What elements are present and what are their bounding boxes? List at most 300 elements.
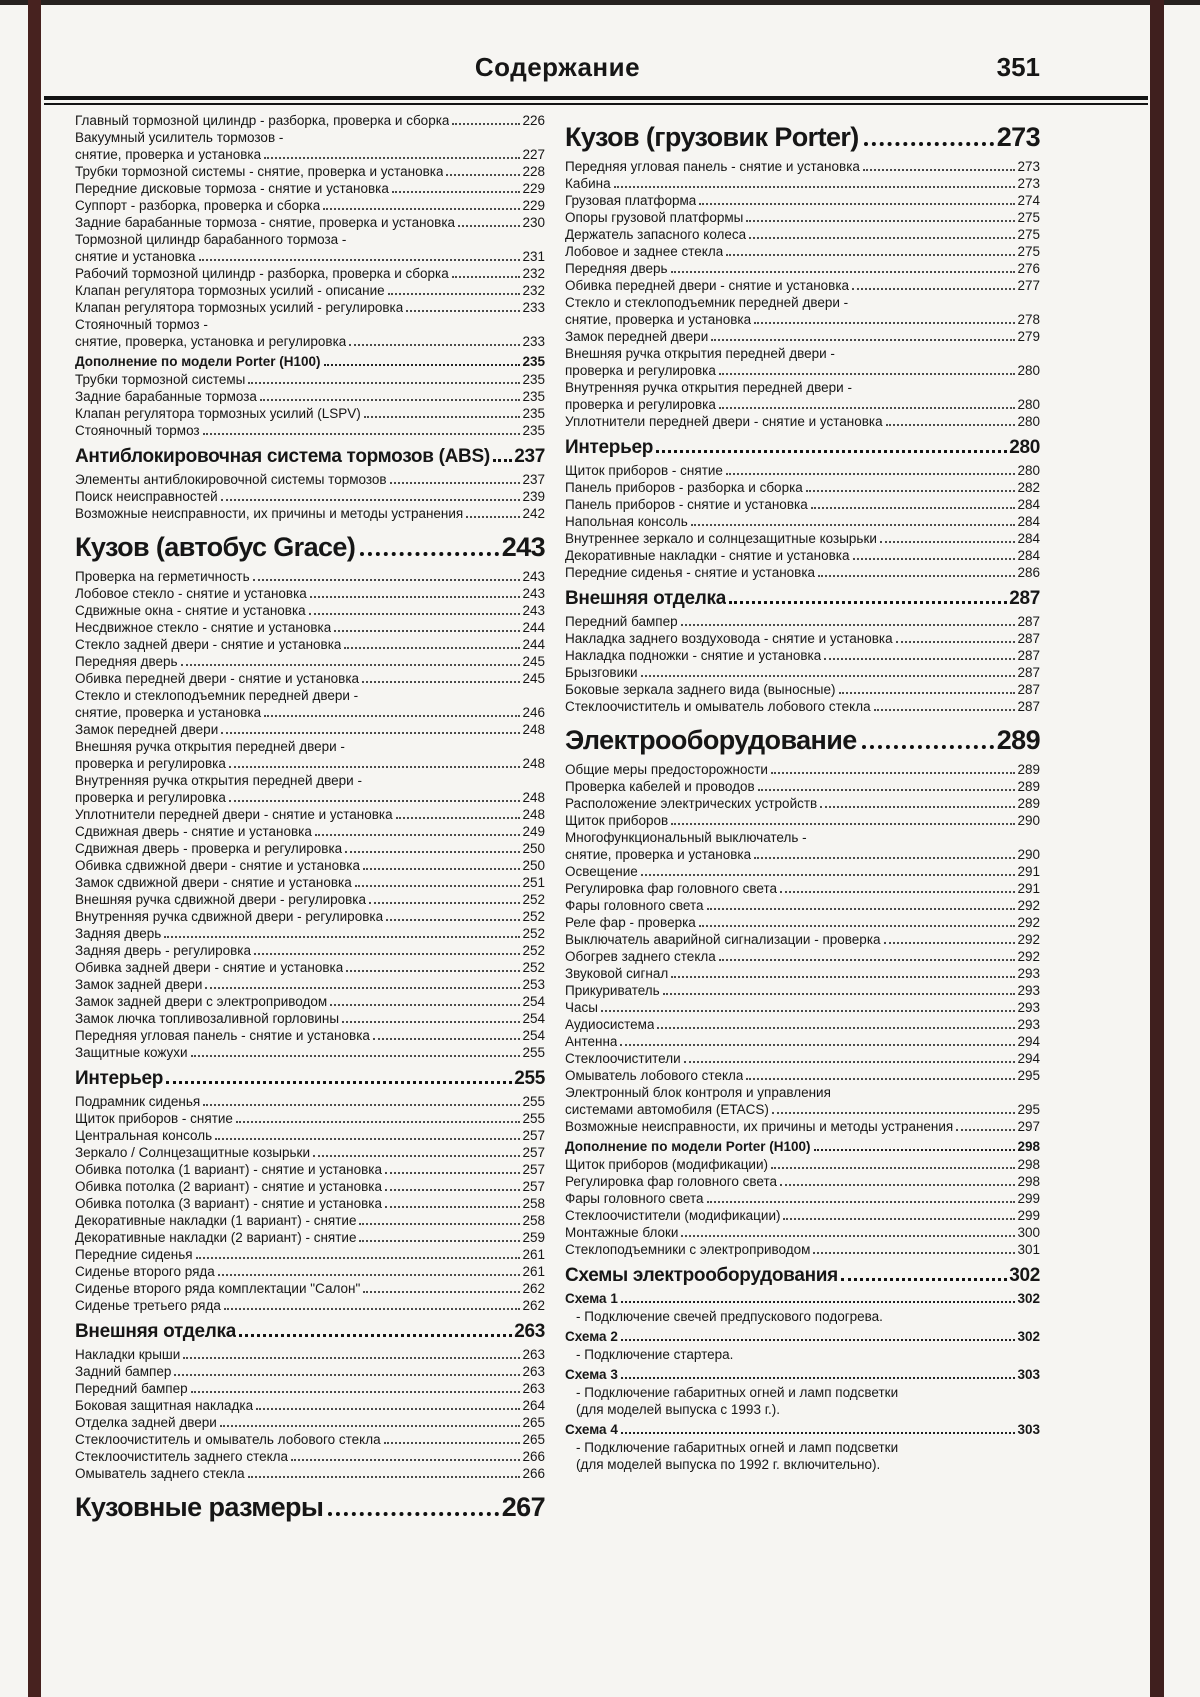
dot-leader	[218, 1274, 521, 1276]
toc-page-ref: 300	[1017, 1225, 1040, 1240]
toc-item-label: Задние барабанные тормоза - снятие, проверка и установка	[75, 215, 456, 230]
toc-section-heading	[565, 1265, 1040, 1287]
toc-row	[75, 163, 545, 180]
toc-entry	[75, 670, 545, 687]
page-number: 351	[996, 52, 1040, 82]
toc-row	[75, 721, 545, 738]
dot-leader	[373, 1038, 521, 1040]
dot-leader	[772, 1112, 1016, 1114]
toc-item-label: Стеклоочистители (модификации)	[565, 1208, 781, 1223]
dot-leader	[385, 1189, 520, 1191]
dot-leader	[221, 499, 521, 501]
toc-text-line: - Подключение стартера.	[576, 1347, 734, 1362]
toc-row	[565, 613, 1040, 630]
dot-leader	[363, 1291, 520, 1293]
toc-entry	[565, 530, 1040, 547]
toc-item-label: Суппорт - разборка, проверка и сборка	[75, 198, 321, 213]
dot-leader	[657, 1027, 1015, 1029]
dot-leader	[323, 208, 520, 210]
dot-leader	[328, 1512, 498, 1516]
toc-row	[75, 1263, 545, 1280]
toc-entry	[75, 1431, 545, 1448]
scan-edge-left	[28, 0, 41, 1697]
toc-row	[75, 568, 545, 585]
toc-row	[75, 405, 545, 422]
toc-item-label: Опоры грузовой платформы	[565, 210, 744, 225]
toc-row	[75, 282, 545, 299]
toc-text-line: Многофункциональный выключатель -	[565, 830, 807, 845]
toc-section-heading	[75, 1321, 545, 1343]
dot-leader	[386, 919, 520, 921]
toc-row	[75, 874, 545, 891]
toc-page-ref: 235	[522, 372, 545, 387]
toc-page-ref: 302	[1017, 1329, 1040, 1344]
toc-item-label: Защитные кожухи	[75, 1045, 188, 1060]
toc-page-ref: 237	[522, 472, 545, 487]
toc-entry	[75, 1414, 545, 1431]
dot-leader	[224, 1308, 521, 1310]
toc-page-ref: 293	[1017, 1017, 1040, 1032]
toc-row	[565, 1016, 1040, 1033]
dot-leader	[452, 123, 520, 125]
toc-item-label: Реле фар - проверка	[565, 915, 696, 930]
dot-leader	[621, 1301, 1016, 1303]
toc-item-label: Схема 1	[565, 1291, 618, 1306]
toc-page-ref: 243	[522, 569, 545, 584]
toc-entry	[565, 630, 1040, 647]
toc-page-ref: 302	[1009, 1265, 1040, 1286]
dot-leader	[174, 1374, 520, 1376]
dot-leader	[896, 641, 1016, 643]
toc-item-label: Дополнение по модели Porter (H100)	[75, 354, 321, 369]
toc-item-label: Схема 2	[565, 1329, 618, 1344]
toc-page-ref: 263	[522, 1364, 545, 1379]
toc-entry	[75, 1397, 545, 1414]
toc-row	[565, 1207, 1040, 1224]
toc-page-ref: 263	[522, 1381, 545, 1396]
toc-entry	[75, 1363, 545, 1380]
toc-row	[75, 806, 545, 823]
toc-entry	[565, 345, 1040, 379]
toc-entry	[565, 880, 1040, 897]
toc-entry	[75, 129, 545, 163]
toc-entry	[75, 1280, 545, 1297]
toc-item-label: Стояночный тормоз	[75, 423, 200, 438]
dot-leader	[362, 681, 520, 683]
toc-page-ref: 235	[522, 423, 545, 438]
toc-row	[75, 1161, 545, 1178]
toc-row	[75, 602, 545, 619]
page-title: Содержание	[474, 52, 641, 82]
toc-entry	[565, 1050, 1040, 1067]
dot-leader	[342, 1021, 520, 1023]
dot-leader	[814, 1149, 1016, 1151]
toc-item-label: Сиденье второго ряда	[75, 1264, 215, 1279]
toc-item-label: Передняя дверь	[75, 654, 178, 669]
toc-item-label: Стекло задней двери - снятие и установка	[75, 637, 342, 652]
toc-item-label: Внешняя отделка	[75, 1321, 236, 1342]
toc-item-label: Передний бампер	[75, 1381, 188, 1396]
toc-entry	[75, 422, 545, 439]
scan-edge-right	[1150, 0, 1164, 1697]
toc-entry	[565, 914, 1040, 931]
toc-entry	[75, 857, 545, 874]
toc-entry	[75, 505, 545, 522]
toc-row	[565, 1138, 1040, 1155]
toc-page-ref: 264	[522, 1398, 545, 1413]
dot-leader	[220, 1425, 521, 1427]
toc-item-label: Трубки тормозной системы	[75, 372, 246, 387]
toc-row	[565, 122, 1040, 153]
toc-text-line: - Подключение габаритных огней и ламп подсветки	[576, 1385, 899, 1400]
toc-subsection-heading	[565, 1138, 1040, 1155]
toc-entry	[75, 1297, 545, 1314]
toc-item-label: Антенна	[565, 1034, 618, 1049]
toc-page-ref: 292	[1017, 949, 1040, 964]
toc-page-ref: 257	[522, 1128, 545, 1143]
toc-entry	[75, 823, 545, 840]
toc-row	[75, 1448, 545, 1465]
scan-edge-top	[0, 0, 1200, 5]
toc-page-ref: 294	[1017, 1034, 1040, 1049]
toc-entry	[75, 653, 545, 670]
toc-entry	[75, 471, 545, 488]
toc-item-label: Клапан регулятора тормозных усилий - описание	[75, 283, 385, 298]
dot-leader	[466, 516, 520, 518]
toc-item-label: Омыватель лобового стекла	[565, 1068, 744, 1083]
toc-row	[565, 1190, 1040, 1207]
toc-text-line: Вакуумный усилитель тормозов -	[75, 130, 284, 145]
dot-leader	[390, 482, 521, 484]
dot-leader	[191, 1391, 521, 1393]
dot-leader	[862, 745, 994, 749]
dot-leader	[199, 259, 521, 261]
toc-text-line: Внутренняя ручка открытия передней двери -	[75, 773, 362, 788]
dot-leader	[864, 142, 994, 146]
dot-leader	[780, 1184, 1015, 1186]
dot-leader	[726, 254, 1015, 256]
toc-entry	[75, 1010, 545, 1027]
toc-text-line: - Подключение свечей предпускового подогрева.	[576, 1309, 883, 1324]
dot-leader	[191, 1055, 521, 1057]
toc-entry	[565, 1084, 1040, 1118]
dot-leader	[746, 1078, 1015, 1080]
toc-entry	[565, 547, 1040, 564]
toc-item-label: Трубки тормозной системы - снятие, проверка и установка	[75, 164, 444, 179]
toc-page-ref: 303	[1017, 1422, 1040, 1437]
dot-leader	[446, 174, 520, 176]
toc-item-label: Омыватель заднего стекла	[75, 1466, 245, 1481]
toc-page-ref: 295	[1017, 1102, 1040, 1117]
toc-item-label: Накладки крыши	[75, 1347, 181, 1362]
toc-entry	[565, 564, 1040, 581]
toc-row	[565, 479, 1040, 496]
dot-leader	[806, 490, 1016, 492]
dot-leader	[726, 473, 1016, 475]
toc-page-ref: 262	[522, 1281, 545, 1296]
toc-item-label: Схема 3	[565, 1367, 618, 1382]
toc-page-ref: 293	[1017, 983, 1040, 998]
toc-page-ref: 258	[522, 1196, 545, 1211]
toc-entry	[565, 479, 1040, 496]
dot-leader	[229, 766, 521, 768]
toc-page-ref: 282	[1017, 480, 1040, 495]
toc-item-label: Обивка задней двери - снятие и установка	[75, 960, 344, 975]
toc-row	[565, 209, 1040, 226]
toc-item-label: Звуковой сигнал	[565, 966, 669, 981]
toc-item-label: Кузов (грузовик Porter)	[565, 122, 859, 152]
toc-page-ref: 284	[1017, 548, 1040, 563]
toc-item-label: Замок задней двери с электроприводом	[75, 994, 328, 1009]
toc-item-label: снятие, проверка и установка	[75, 147, 262, 162]
toc-text-line: Стояночный тормоз -	[75, 317, 208, 332]
toc-page-ref: 254	[522, 1028, 545, 1043]
dot-leader	[396, 817, 521, 819]
dot-leader	[771, 1167, 1015, 1169]
toc-row	[565, 1101, 1040, 1118]
dot-leader	[754, 322, 1015, 324]
toc-row	[75, 1010, 545, 1027]
toc-item-label: Замок лючка топливозаливной горловины	[75, 1011, 340, 1026]
page-header	[75, 52, 1040, 88]
dot-leader	[493, 459, 512, 462]
toc-entry	[565, 1190, 1040, 1207]
dot-leader	[729, 601, 1007, 604]
toc-row	[565, 158, 1040, 175]
toc-page-ref: 243	[522, 586, 545, 601]
toc-right-column	[565, 112, 1040, 1528]
toc-page-ref: 248	[522, 790, 545, 805]
toc-item-label: Грузовая платформа	[565, 193, 697, 208]
toc-entry	[75, 874, 545, 891]
toc-entry	[565, 226, 1040, 243]
toc-entry	[565, 379, 1040, 413]
dot-leader	[956, 1129, 1015, 1131]
toc-row	[75, 959, 545, 976]
toc-page-ref: 232	[522, 266, 545, 281]
dot-leader	[707, 1201, 1016, 1203]
dot-leader	[181, 664, 521, 666]
toc-entry	[75, 1263, 545, 1280]
toc-page-ref: 267	[501, 1492, 545, 1522]
toc-item-label: Рабочий тормозной цилиндр - разборка, проверка и сборка	[75, 266, 449, 281]
toc-item-label: Фары головного света	[565, 898, 704, 913]
toc-page-ref: 233	[522, 334, 545, 349]
dot-leader	[166, 1081, 512, 1084]
toc-text-line: Тормозной цилиндр барабанного тормоза -	[75, 232, 347, 247]
toc-entry	[565, 931, 1040, 948]
dot-leader	[248, 382, 520, 384]
toc-page-ref: 286	[1017, 565, 1040, 580]
toc-entry	[565, 209, 1040, 226]
toc-page-ref: 280	[1017, 363, 1040, 378]
dot-leader	[183, 1357, 520, 1359]
dot-leader	[707, 908, 1016, 910]
dot-leader	[621, 1377, 1016, 1379]
toc-entry	[565, 243, 1040, 260]
dot-leader	[164, 936, 520, 938]
toc-item-label: Декоративные накладки (1 вариант) - снятие	[75, 1213, 357, 1228]
dot-leader	[291, 1459, 520, 1461]
toc-page-ref: 229	[522, 181, 545, 196]
toc-subsection-heading	[565, 1290, 1040, 1307]
toc-row	[75, 1346, 545, 1363]
toc-item-label: Интерьер	[75, 1068, 164, 1089]
toc-row	[565, 328, 1040, 345]
dot-leader	[203, 1104, 520, 1106]
toc-page-ref: 246	[522, 705, 545, 720]
toc-row	[75, 299, 545, 316]
toc-entry	[565, 795, 1040, 812]
toc-chapter-heading	[75, 1492, 545, 1523]
toc-item-label: Брызговики	[565, 665, 638, 680]
dot-leader	[886, 424, 1016, 426]
toc-page-ref: 303	[1017, 1367, 1040, 1382]
dot-leader	[841, 1278, 1007, 1281]
toc-page-ref: 291	[1017, 864, 1040, 879]
dot-leader	[458, 225, 520, 227]
toc-row	[75, 1195, 545, 1212]
toc-row	[75, 823, 545, 840]
toc-item-label: Замок передней двери	[565, 329, 709, 344]
toc-entry	[565, 761, 1040, 778]
toc-item-label: Задний бампер	[75, 1364, 172, 1379]
toc-row	[75, 1229, 545, 1246]
toc-entry	[565, 982, 1040, 999]
toc-entry	[565, 413, 1040, 430]
dot-leader	[852, 288, 1015, 290]
toc-entry	[75, 942, 545, 959]
toc-item-label: Отделка задней двери	[75, 1415, 217, 1430]
toc-row	[565, 1328, 1040, 1345]
toc-entry	[565, 812, 1040, 829]
toc-item-label: Элементы антиблокировочной системы тормозов	[75, 472, 387, 487]
toc-item-label: Боковая защитная накладка	[75, 1398, 254, 1413]
toc-page-ref: 287	[1017, 682, 1040, 697]
toc-page-ref: 301	[1017, 1242, 1040, 1257]
toc-page-ref: 266	[522, 1449, 545, 1464]
toc-page-ref: 243	[501, 532, 545, 562]
toc-page-ref: 284	[1017, 497, 1040, 512]
dot-leader	[758, 789, 1016, 791]
toc-entry	[565, 328, 1040, 345]
dot-leader	[385, 1206, 520, 1208]
toc-item-label: Передняя угловая панель - снятие и установка	[75, 1028, 370, 1043]
toc-entry	[75, 619, 545, 636]
toc-row	[75, 1093, 545, 1110]
toc-page-ref: 273	[1017, 176, 1040, 191]
toc-row	[565, 897, 1040, 914]
toc-text-line: Электронный блок контроля и управления	[565, 1085, 831, 1100]
toc-entry	[75, 197, 545, 214]
toc-row	[565, 761, 1040, 778]
dot-leader	[691, 524, 1016, 526]
dot-leader	[711, 339, 1015, 341]
toc-entry	[75, 1346, 545, 1363]
toc-item-label: Возможные неисправности, их причины и методы устранения	[75, 506, 464, 521]
dot-leader	[681, 624, 1016, 626]
toc-item-label: Проверка на герметичность	[75, 569, 250, 584]
toc-page-ref: 258	[522, 1213, 545, 1228]
toc-item-label: Антиблокировочная система тормозов (ABS)	[75, 446, 490, 467]
toc-note	[565, 1346, 1040, 1363]
toc-page-ref: 227	[522, 147, 545, 162]
toc-row	[565, 982, 1040, 999]
toc-row	[565, 698, 1040, 715]
toc-entry	[75, 585, 545, 602]
toc-row	[75, 1492, 545, 1523]
toc-page-ref: 298	[1017, 1174, 1040, 1189]
toc-page-ref: 248	[522, 756, 545, 771]
toc-section-heading	[565, 437, 1040, 459]
toc-item-label: Обивка потолка (2 вариант) - снятие и установка	[75, 1179, 383, 1194]
dot-leader	[780, 891, 1015, 893]
toc-page-ref: 280	[1017, 414, 1040, 429]
toc-item-label: Передний бампер	[565, 614, 678, 629]
toc-row	[565, 530, 1040, 547]
toc-row	[75, 993, 545, 1010]
toc-entry	[75, 231, 545, 265]
toc-row	[565, 965, 1040, 982]
toc-text-line: Внешняя ручка открытия передней двери -	[75, 739, 345, 754]
dot-leader	[345, 851, 520, 853]
toc-row	[565, 778, 1040, 795]
toc-page-ref: 265	[522, 1432, 545, 1447]
dot-leader	[746, 220, 1015, 222]
toc-row	[75, 353, 545, 370]
toc-row	[565, 277, 1040, 294]
toc-row	[75, 1068, 545, 1090]
toc-row	[75, 388, 545, 405]
toc-item-label: Накладка заднего воздуховода - снятие и установка	[565, 631, 893, 646]
toc-item-label: Стеклоочистители	[565, 1051, 681, 1066]
toc-page-ref: 280	[1009, 437, 1040, 458]
toc-page-ref: 293	[1017, 966, 1040, 981]
toc-row	[565, 496, 1040, 513]
toc-row	[75, 857, 545, 874]
toc-item-label: Уплотнители передней двери - снятие и установка	[565, 414, 883, 429]
toc-item-label: Напольная консоль	[565, 514, 688, 529]
toc-page-ref: 280	[1017, 463, 1040, 478]
dot-leader	[684, 1061, 1016, 1063]
toc-item-label: снятие, проверка и установка	[565, 847, 752, 862]
dot-leader	[355, 885, 521, 887]
dot-leader	[406, 310, 520, 312]
toc-page-ref: 294	[1017, 1051, 1040, 1066]
toc-page-ref: 287	[1017, 665, 1040, 680]
toc-entry	[565, 192, 1040, 209]
toc-page-ref: 252	[522, 892, 545, 907]
dot-leader	[719, 373, 1016, 375]
toc-page-ref: 287	[1009, 588, 1040, 609]
toc-item-label: Передние сиденья	[75, 1247, 193, 1262]
toc-row	[75, 653, 545, 670]
toc-item-label: Прикуриватель	[565, 983, 660, 998]
toc-row	[75, 908, 545, 925]
dot-leader	[719, 959, 1016, 961]
toc-item-label: Стеклоподъемники с электроприводом	[565, 1242, 811, 1257]
toc-entry	[75, 405, 545, 422]
toc-page-ref: 230	[522, 215, 545, 230]
toc-row	[565, 1050, 1040, 1067]
toc-row	[75, 1110, 545, 1127]
toc-page-ref: 263	[514, 1321, 545, 1342]
dot-leader	[884, 942, 1016, 944]
toc-item-label: Внутреннее зеркало и солнцезащитные козырьки	[565, 531, 877, 546]
toc-row	[75, 112, 545, 129]
toc-note	[565, 1439, 1040, 1473]
toc-item-label: Задняя дверь - регулировка	[75, 943, 252, 958]
